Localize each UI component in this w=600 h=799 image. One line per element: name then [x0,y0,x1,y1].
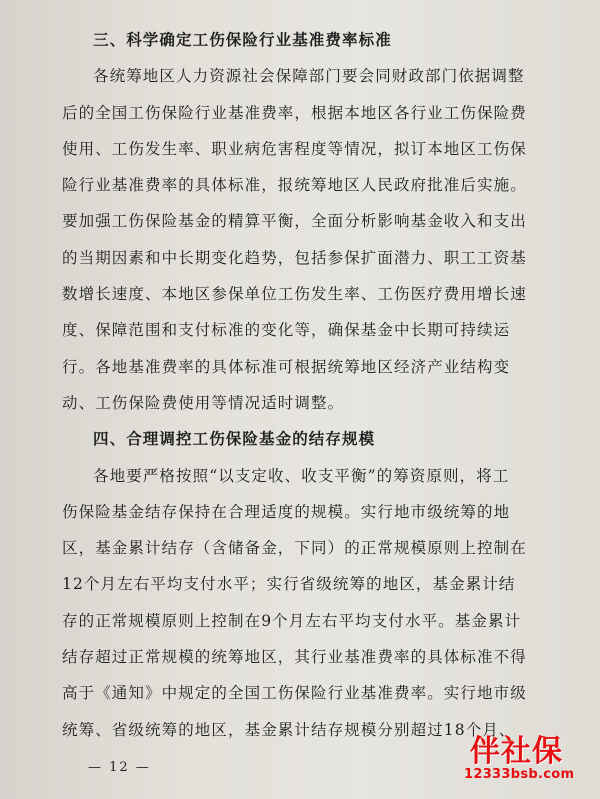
text-line: 存的正常规模原则上控制在9个月左右平均支付水平。基金累计 [62,611,522,630]
section-3-heading: 三、科学确定工伤保险行业基准费率标准 [93,31,392,49]
text-line: 要加强工伤保险基金的精算平衡，全面分析影响基金收入和支出 [62,212,527,231]
text-line: 度、保障范围和支付标准的变化等，确保基金中长期可持续运 [62,321,511,340]
document-body [62,22,558,748]
text-line: 区，基金累计结存（含储备金，下同）的正常规模原则上控制在 [62,539,527,558]
text-line: 高于《通知》中规定的全国工伤保险行业基准费率。实行地市级 [62,684,527,703]
section-4-paragraph [62,458,558,748]
text-line: 伤保险基金结存保持在合理适度的规模。实行地市级统筹的地 [62,502,511,521]
watermark-logo [464,726,596,792]
text-line: 结存超过正常规模的统筹地区，其行业基准费率的具体标准不得 [62,648,527,667]
text-line: 的当期因素和中长期变化趋势，包括参保扩面潜力、职工工资基 [62,248,527,267]
watermark-title: 伴社保 [470,734,563,769]
text-line: 后的全国工伤保险行业基准费率，根据本地区各行业工伤保险费 [62,103,527,122]
text-line: 数增长速度、本地区参保单位工伤发生率、工伤医疗费用增长速 [62,285,527,304]
page-number: — 12 — [88,760,151,775]
text-line: 险行业基准费率的具体标准，报统筹地区人民政府批准后实施。 [62,176,527,195]
text-line: 12个月左右平均支付水平；实行省级统筹的地区，基金累计结 [62,575,516,594]
text-line: 动、工伤保险费使用等情况适时调整。 [62,393,345,412]
text-line: 使用、工伤发生率、职业病危害程度等情况，拟订本地区工伤保 [62,139,527,158]
watermark-url: 12333bsb.com [464,767,575,782]
text-line: 各地要严格按照“以支定收、收支平衡”的筹资原则，将工 [93,466,510,485]
text-line: 统筹、省级统筹的地区，基金累计结存规模分别超过18个月、 [62,720,516,739]
text-line: 行。各地基准费率的具体标准可根据统筹地区经济产业结构变 [62,357,511,376]
section-3-paragraph [62,58,558,421]
text-line: 各统筹地区人力资源社会保障部门要会同财政部门依据调整 [93,67,525,86]
section-4-heading: 四、合理调控工伤保险基金的结存规模 [93,430,376,449]
